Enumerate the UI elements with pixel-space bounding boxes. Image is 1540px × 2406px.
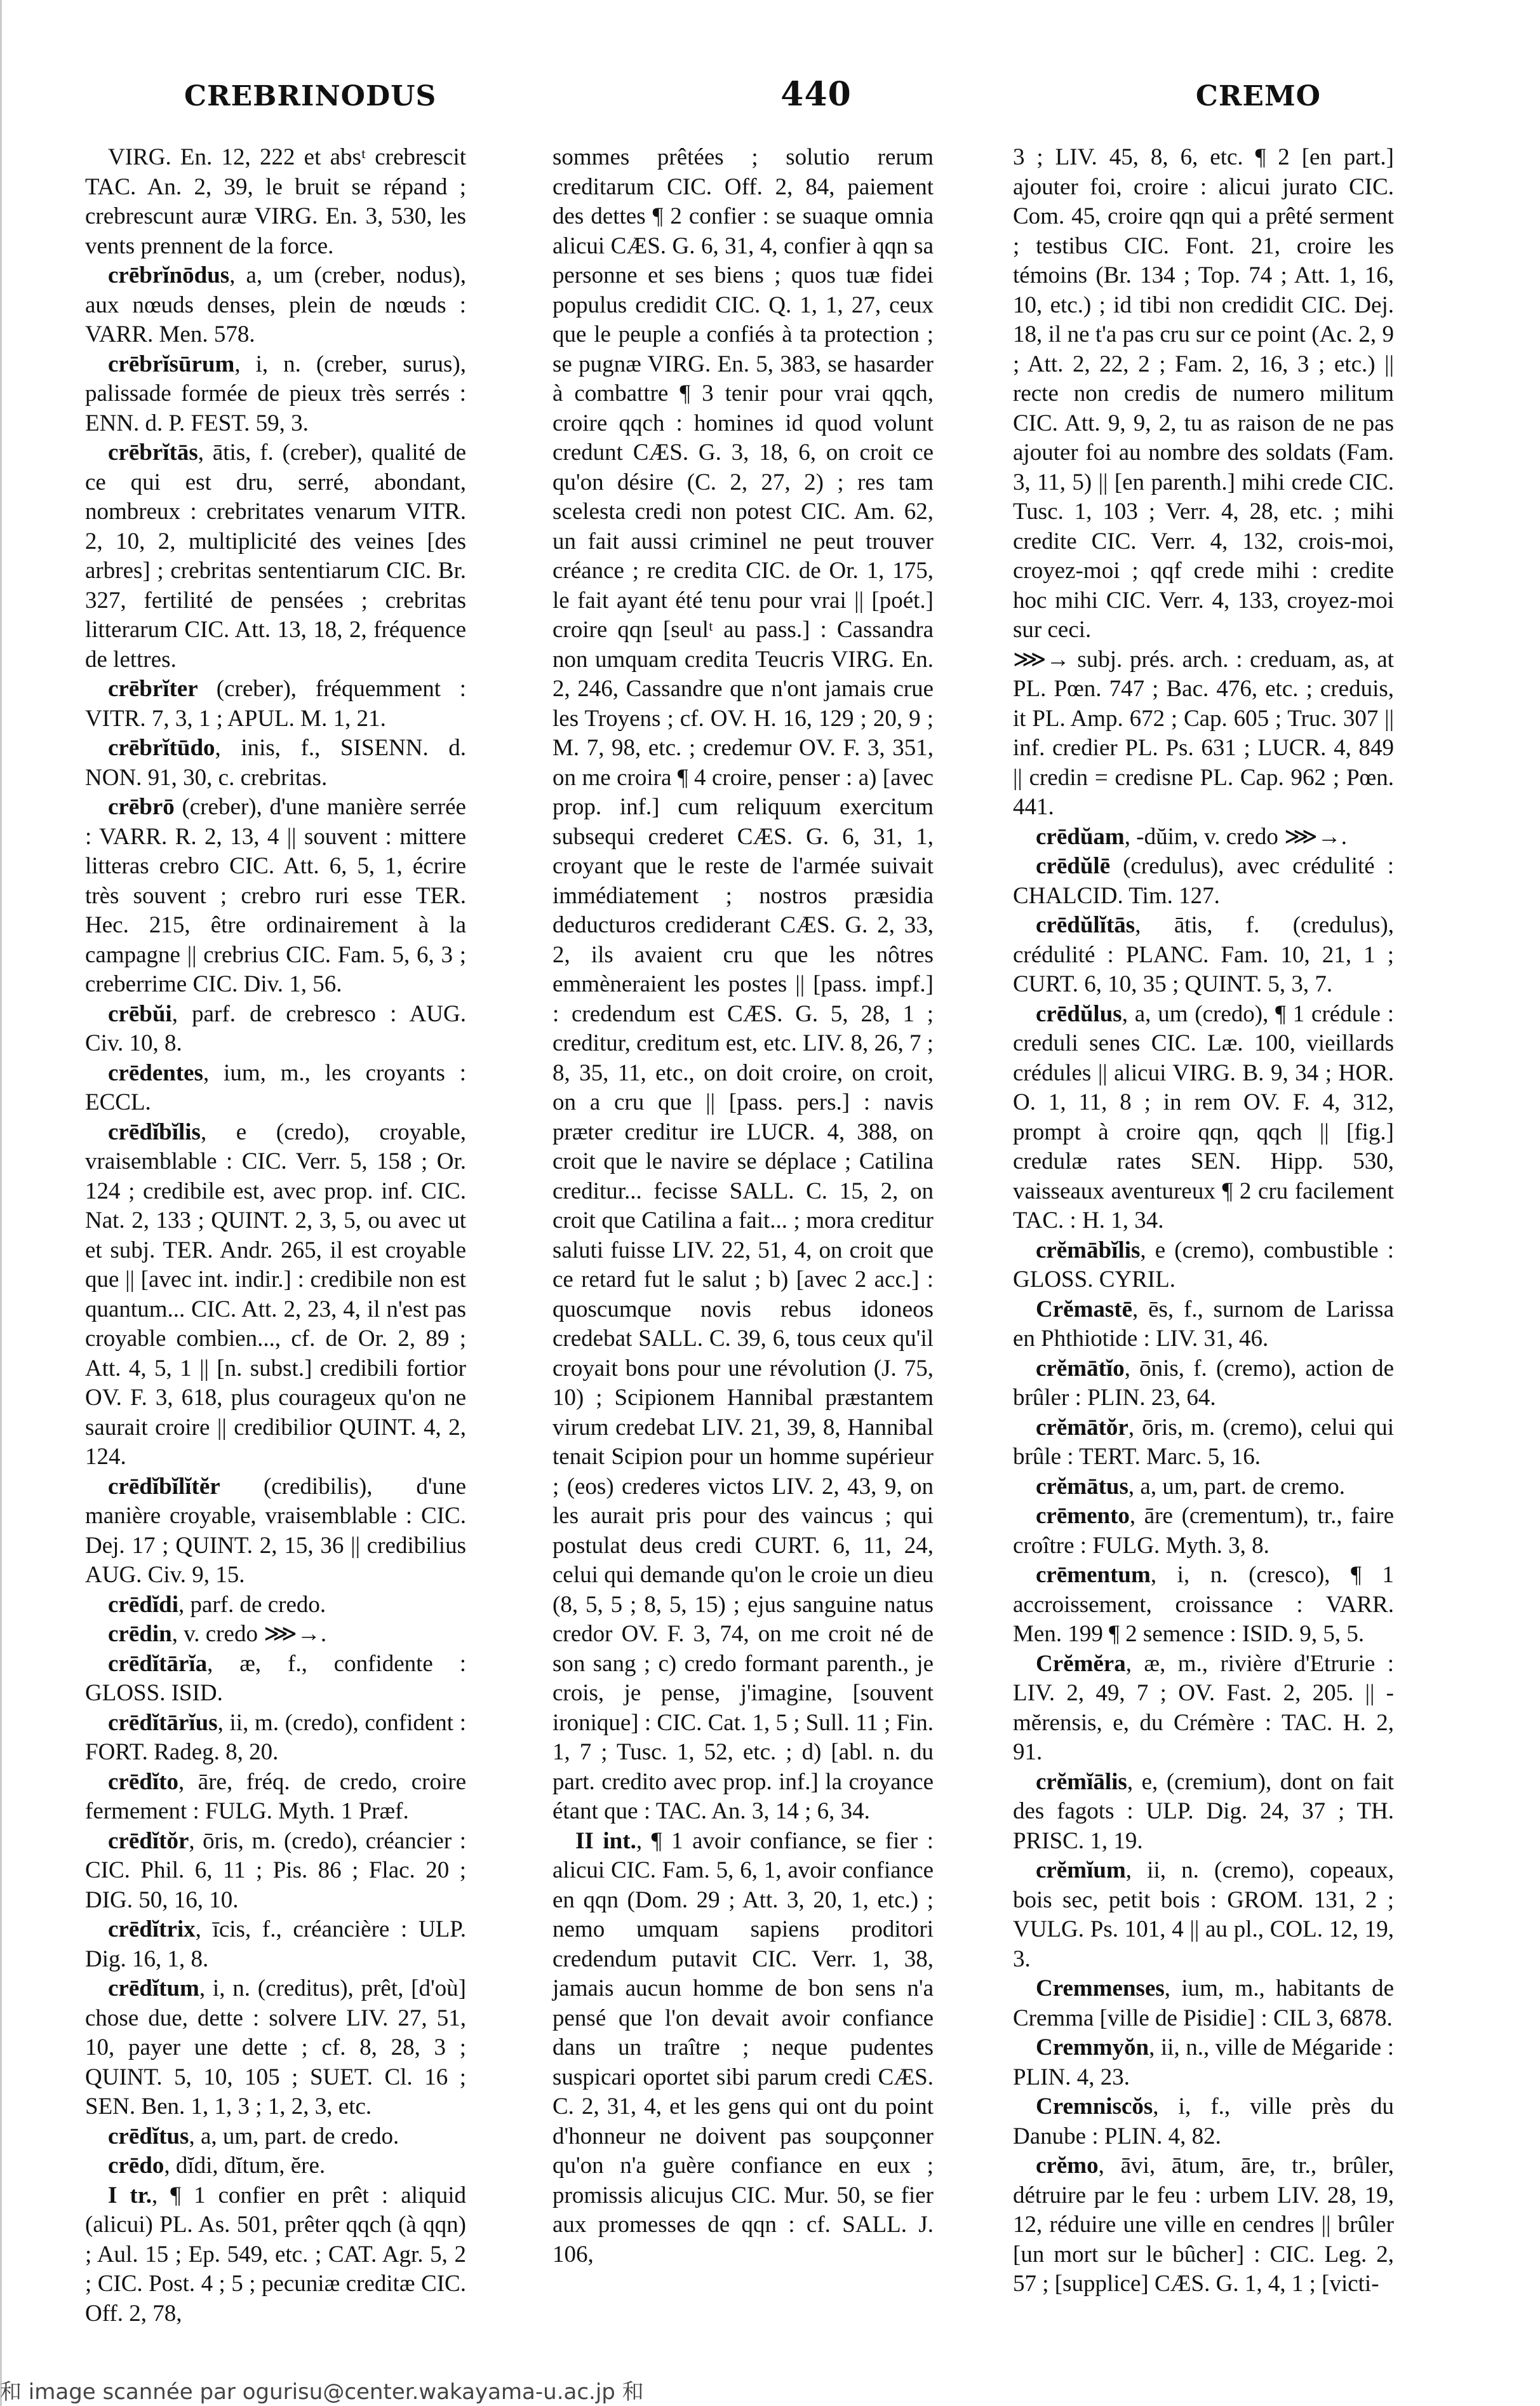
dictionary-entry: VIRG. En. 12, 222 et absᵗ crebrescit TAC. An. 2, 39, le bruit se répand ; crebrescunt auræ VIRG. En. 3, 530, les vents prennent de la force. xyxy=(85,144,466,259)
dictionary-entry: crĕmātus, a, um, part. de cremo. xyxy=(1036,1473,1345,1500)
dictionary-entry: II int., ¶ 1 avoir confiance, se fier : alicui CIC. Fam. 5, 6, 1, avoir confiance en qqn (Dom. 29 ; Att. 3, 20, 1, etc.) ; nemo umquam sapiens proditori credendum putavit CIC. Verr. 1, 38, jamais aucun homme de bon sens n'a pensé que l'on devait avoir confiance dans un traître ; neque pudentes suspicari oportet sibi parum credi CÆS. C. 2, 31, 4, et les gens qui ont du point d'honneur ne doivent pas soupçonner qu'on n'a guère confiance en eux ; promissis alicujus CIC. Mur. 50, se fier aux promesses de qqn : cf. SALL. J. 106, xyxy=(552,1827,934,2268)
dictionary-entry: crēdĭtārĭus, ii, m. (credo), confident : FORT. Radeg. 8, 20. xyxy=(85,1709,466,1765)
dictionary-entry: crēdĭbĭlĭtĕr (credibilis), d'une manière croyable, vraisemblable : CIC. Dej. 17 ; QUINT. 2, 15, 36 || credibilius AUG. Civ. 9, 15. xyxy=(85,1473,466,1588)
dictionary-entry: crēbrĭtās, ātis, f. (creber), qualité de ce qui est dru, serré, abondant, nombreux : crebritates venarum VITR. 2, 10, 2, multiplicité des veines [des arbres] ; crebritas sententiarum CIC. Br. 327, fertilité de pensées ; crebritas litterarum CIC. Att. 13, 18, 2, fréquence de lettres. xyxy=(85,440,466,673)
dictionary-entry: sommes prêtées ; solutio rerum creditarum CIC. Off. 2, 84, paiement des dettes ¶ 2 confier : se suaque omnia alicui CÆS. G. 6, 31, 4, confier à qqn sa personne et ses biens ; quos tuæ fidei populus credidit CIC. Q. 1, 1, 27, ceux que le peuple a confiés à ta protection ; se pugnæ VIRG. En. 5, 383, se hasarder à combattre ¶ 3 tenir pour vrai qqch, croire qqch : homines id quod volunt credunt CÆS. G. 3, 18, 6, on croit ce qu'on désire (C. 2, 27, 2) ; res tam scelesta credi non potest CIC. Am. 62, un fait aussi criminel ne peut trouver créance ; re credita CIC. de Or. 1, 175, le fait ayant été tenu pour vrai || [poét.] croire qqn [seulᵗ au pass.] : Cassandra non umquam credita Teucris VIRG. En. 2, 246, Cassandre que n'ont jamais crue les Troyens ; cf. OV. H. 16, 129 ; 20, 9 ; M. 7, 98, etc. ; credemur OV. F. 3, 351, on me croira ¶ 4 croire, penser : a) [avec prop. inf.] cum reliquum exercitum subsequi crederet CÆS. G. 6, 31, 1, croyant que le reste de l'armée suivait immédiatement ; nostros præsidia deducturos crediderant CÆS. G. 2, 33, 2, ils avaient cru que les nôtres emmèneraient les postes || [pass. impf.] : credendum est CÆS. G. 5, 28, 1 ; creditur, creditum est, etc. LIV. 8, 26, 7 ; 8, 35, 11, etc., on doit croire, on croit, on a cru que || [pass. pers.] : navis præter creditur ire LUCR. 4, 388, on croit que le navire se déplace ; Catilina creditur... fecisse SALL. C. 15, 2, on croit que Catilina a fait... ; mora creditur saluti fuisse LIV. 22, 51, 4, on croit que ce retard fut le salut ; b) [avec 2 acc.] : quoscumque novis rebus idoneos credebat SALL. C. 39, 6, tous ceux qu'il croyait bons pour une révolution (J. 75, 10) ; Scipionem Hannibal præstantem virum credebat LIV. 21, 39, 8, Hannibal tenait Scipion pour un homme supérieur ; (eos) crederes victos LIV. 2, 43, 9, on les aurait pris pour des vaincus ; qui postulat deus credi CURT. 6, 11, 24, celui qui demande qu'on le croie un dieu (8, 5, 5 ; 8, 5, 15) ; ejus sanguine natus credor OV. F. 3, 74, on me croit né de son sang ; c) credo formant parenth., je crois, je pense, j'imagine, [souvent ironique] : CIC. Cat. 1, 5 ; Sull. 11 ; Fin. 1, 7 ; Tusc. 1, 52, etc. ; d) [abl. n. du part. credito avec prop. inf.] la croyance étant que : TAC. An. 3, 14 ; 6, 34. xyxy=(552,144,934,1824)
dictionary-entry: crēdŭam, -dŭim, v. credo ⋙→. xyxy=(1036,823,1348,850)
dictionary-entry: crēdĭto, āre, fréq. de credo, croire fermement : FULG. Myth. 1 Præf. xyxy=(85,1768,466,1824)
column-1 xyxy=(85,143,466,2327)
dictionary-entry: crēdin, v. credo ⋙→. xyxy=(108,1621,327,1647)
dictionary-entry: crĕmĭālis, e, (cremium), dont on fait des fagots : ULP. Dig. 24, 37 ; TH. PRISC. 1, 19. xyxy=(1013,1768,1394,1854)
dictionary-entry: crēbrĭnōdus, a, um (creber, nodus), aux nœuds denses, plein de nœuds : VARR. Men. 578. xyxy=(85,262,466,347)
scan-credit-footer: 和 image scannée par ogurisu@center.wakayama-u.ac.jp 和 xyxy=(0,2379,644,2405)
dictionary-entry: Cremmenses, ium, m., habitants de Cremma [ville de Pisidie] : CIL 3, 6878. xyxy=(1013,1975,1394,2031)
dictionary-entry: crēdŭlus, a, um (credo), ¶ 1 crédule : creduli senes CIC. Læ. 100, vieillards crédules || alicui VIRG. B. 9, 34 ; HOR. O. 1, 11, 8 ; in rem OV. F. 4, 312, prompt à croire qqn, qqch || [fig.] credulæ rates SEN. Hipp. 530, vaisseaux aventureux ¶ 2 cru facilement TAC. : H. 1, 34. xyxy=(1013,1000,1394,1233)
dictionary-entry: crĕmātŏr, ōris, m. (cremo), celui qui brûle : TERT. Marc. 5, 16. xyxy=(1013,1414,1394,1470)
header-left-guideword: CREBRINODUS xyxy=(184,80,437,112)
dictionary-entry: crēdĭbĭlis, e (credo), croyable, vraisemblable : CIC. Verr. 5, 158 ; Or. 124 ; credibile est, avec prop. inf. CIC. Nat. 2, 133 ; QUINT. 2, 3, 5, ou avec ut et subj. TER. Andr. 265, il est croyable que || [avec int. indir.] : credibile non est quantum... CIC. Att. 2, 23, 4, il n'est pas croyable combien..., cf. de Or. 2, 89 ; Att. 4, 5, 1 || [n. subst.] credibili fortior OV. F. 3, 618, plus courageux qu'on ne saurait croire || credibilior QUINT. 4, 2, 124. xyxy=(85,1119,466,1470)
dictionary-entry: crĕmĭum, ii, n. (cremo), copeaux, bois sec, petit bois : GROM. 131, 2 ; VULG. Ps. 101, 4 || au pl., COL. 12, 19, 3. xyxy=(1013,1857,1394,1972)
dictionary-entry: crēdĭtrix, īcis, f., créancière : ULP. Dig. 16, 1, 8. xyxy=(85,1916,466,1972)
page-number: 440 xyxy=(780,75,852,114)
dictionary-entry: crēdŭlē (credulus), avec crédulité : CHALCID. Tim. 127. xyxy=(1013,853,1395,909)
dictionary-entry: crēdŭlĭtās, ātis, f. (credulus), crédulité : PLANC. Fam. 10, 21, 1 ; CURT. 6, 10, 35 ; QUINT. 5, 3, 7. xyxy=(1013,912,1394,997)
column-3 xyxy=(1013,143,1394,2302)
dictionary-entry: crēdentes, ium, m., les croyants : ECCL. xyxy=(85,1059,466,1115)
dictionary-entry: 3 ; LIV. 45, 8, 6, etc. ¶ 2 [en part.] ajouter foi, croire : alicui jurato CIC. Com. 45, croire qqn qui a prêté serment ; testibus CIC. Font. 21, croire les témoins (Br. 134 ; Top. 74 ; Att. 1, 16, 10, etc.) ; id tibi non credidit CIC. Dej. 18, il ne t'a pas cru sur ce point (Ac. 2, 9 ; Att. 2, 22, 2 ; Fam. 2, 16, 3 ; etc.) || recte non credis de numero militum CIC. Att. 9, 9, 2, tu as raison de ne pas ajouter foi au nombre des soldats (Fam. 3, 11, 5) || [en parenth.] mihi crede CIC. Tusc. 1, 103 ; Verr. 4, 28, etc. ; mihi credite CIC. Verr. 4, 132, crois-moi, croyez-moi ; qqf crede mihi : credite hoc mihi CIC. Verr. 4, 133, croyez-moi sur ceci. xyxy=(1013,144,1394,643)
dictionary-entry: crēbrĭsūrum, i, n. (creber, surus), palissade formée de pieux très serrés : ENN. d. P. FEST. 59, 3. xyxy=(85,351,466,436)
dictionary-entry: crēbrĭter (creber), fréquemment : VITR. 7, 3, 1 ; APUL. M. 1, 21. xyxy=(85,676,466,732)
dictionary-entry: crēdĭtum, i, n. (creditus), prêt, [d'où] chose due, dette : solvere LIV. 27, 51, 10, payer une dette ; cf. 8, 28, 3 ; QUINT. 5, 10, 105 ; SUET. Cl. 16 ; SEN. Ben. 1, 1, 3 ; 1, 2, 3, etc. xyxy=(85,1975,466,2120)
dictionary-entry: Crĕmĕra, æ, m., rivière d'Etrurie : LIV. 2, 49, 7 ; OV. Fast. 2, 205. || -mĕrensis, e, du Crémère : TAC. H. 2, 91. xyxy=(1013,1650,1394,1765)
dictionary-entry: crēbŭi, parf. de crebresco : AUG. Civ. 10, 8. xyxy=(85,1000,466,1056)
dictionary-entry: Crĕmastē, ēs, f., surnom de Larissa en Phthiotide : LIV. 31, 46. xyxy=(1013,1296,1394,1352)
dictionary-entry: Cremniscŏs, i, f., ville près du Danube : PLIN. 4, 82. xyxy=(1013,2093,1394,2149)
dictionary-entry: crĕmātĭo, ōnis, f. (cremo), action de brûler : PLIN. 23, 64. xyxy=(1013,1355,1394,1411)
dictionary-entry: crēdo, dĭdi, dĭtum, ĕre. xyxy=(108,2153,326,2179)
dictionary-entry: I tr., ¶ 1 confier en prêt : aliquid (alicui) PL. As. 501, prêter qqch (à qqn) ; Aul. 15 ; Ep. 549, etc. ; CAT. Agr. 5, 2 ; CIC. Post. 4 ; 5 ; pecuniæ creditæ CIC. Off. 2, 78, xyxy=(85,2182,466,2327)
dictionary-entry: crēbrō (creber), d'une manière serrée : VARR. R. 2, 13, 4 || souvent : mittere litteras crebro CIC. Att. 6, 5, 1, écrire très souvent ; crebro ruri esse TER. Hec. 215, être ordinairement à la campagne || crebrius CIC. Fam. 5, 6, 3 ; creberrime CIC. Div. 1, 56. xyxy=(85,794,466,997)
header-right-guideword: CREMO xyxy=(1195,80,1321,112)
dictionary-entry: crēdĭtus, a, um, part. de credo. xyxy=(108,2123,399,2149)
dictionary-entry: Cremmyŏn, ii, n., ville de Mégaride : PLIN. 4, 23. xyxy=(1013,2034,1394,2090)
dictionary-entry: crĕmābĭlis, e (cremo), combustible : GLOSS. CYRIL. xyxy=(1013,1237,1394,1293)
dictionary-entry: crēdĭdi, parf. de credo. xyxy=(108,1591,326,1618)
dictionary-entry: crēdĭtārĭa, æ, f., confidente : GLOSS. ISID. xyxy=(85,1650,466,1706)
scan-edge xyxy=(0,0,2,2406)
column-2 xyxy=(552,143,934,2302)
dictionary-entry: crēmento, āre (crementum), tr., faire croître : FULG. Myth. 3, 8. xyxy=(1013,1503,1394,1559)
dictionary-entry: crĕmo, āvi, ātum, āre, tr., brûler, détruire par le feu : urbem LIV. 28, 19, 12, réduire une ville en cendres || brûler [un mort sur le bûcher] : CIC. Leg. 2, 57 ; [supplice] CÆS. G. 1, 4, 1 ; [victi- xyxy=(1013,2153,1394,2297)
dictionary-entry: crēdĭtŏr, ōris, m. (credo), créancier : CIC. Phil. 6, 11 ; Pis. 86 ; Flac. 20 ; DIG. 50, 16, 10. xyxy=(85,1827,466,1913)
dictionary-entry: crēmentum, i, n. (cresco), ¶ 1 accroissement, croissance : VARR. Men. 199 ¶ 2 semence : ISID. 9, 5, 5. xyxy=(1013,1562,1394,1647)
dictionary-entry: ⋙→ subj. prés. arch. : creduam, as, at PL. Pœn. 747 ; Bac. 476, etc. ; creduis, it PL. Amp. 672 ; Cap. 605 ; Truc. 307 || inf. credier PL. Ps. 631 ; LUCR. 4, 849 || credin = credisne PL. Cap. 962 ; Pœn. 441. xyxy=(1013,646,1394,820)
page-header xyxy=(184,75,1321,126)
dictionary-entry: crēbrĭtūdo, inis, f., SISENN. d. NON. 91, 30, c. crebritas. xyxy=(85,735,466,791)
